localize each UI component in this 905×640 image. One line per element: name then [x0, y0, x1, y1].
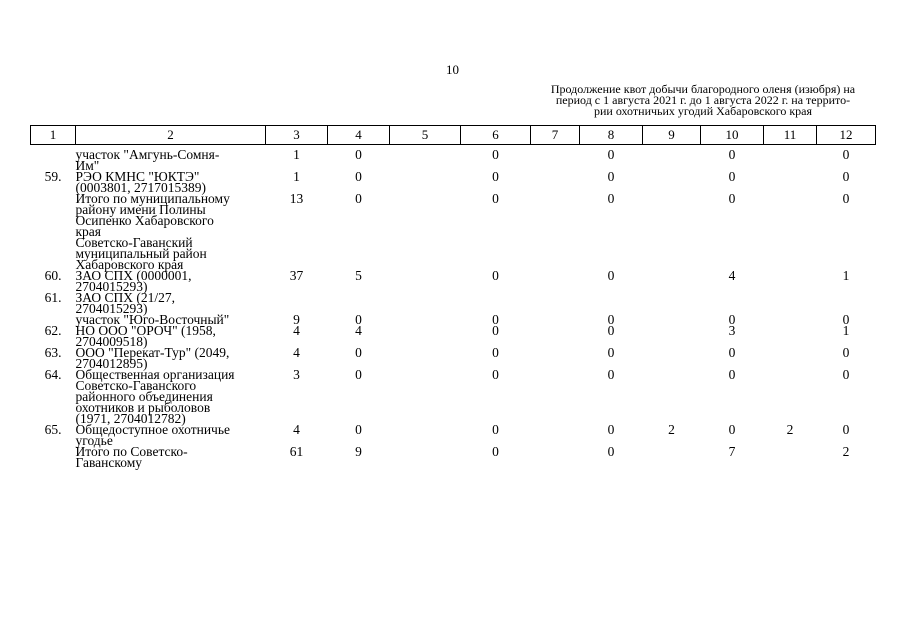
- cell-col-12: 0: [842, 191, 850, 206]
- header-cell: 9: [643, 126, 701, 145]
- cell-col-9: [643, 270, 701, 292]
- row-number: 61.: [44, 290, 62, 305]
- cell-col-5: [390, 193, 461, 237]
- table-row: [31, 149, 876, 171]
- cell-col-11: [764, 325, 817, 347]
- cell-col-12: 0: [842, 312, 850, 327]
- header-cell: 4: [328, 126, 390, 145]
- cell-col-4: [328, 292, 390, 314]
- table-caption: [536, 84, 870, 117]
- cell-col-7: [531, 325, 580, 347]
- cell-col-3: 13: [289, 191, 304, 206]
- cell-col-3: [266, 292, 328, 314]
- cell-col-7: [531, 171, 580, 193]
- cell-col-10: 0: [728, 345, 736, 360]
- cell-col-3: 3: [293, 367, 300, 382]
- cell-col-3: 37: [289, 268, 304, 283]
- cell-col-3: 1: [293, 169, 300, 184]
- cell-col-10: 0: [728, 367, 736, 382]
- table-row: [31, 347, 876, 369]
- cell-col-6: [461, 292, 531, 314]
- cell-col-6: 0: [492, 312, 499, 327]
- cell-col-9: [643, 314, 701, 325]
- cell-col-5: [390, 292, 461, 314]
- cell-col-5: [390, 369, 461, 424]
- cell-col-10: 4: [728, 268, 736, 283]
- cell-col-6: 0: [492, 367, 499, 382]
- cell-col-11: [764, 149, 817, 171]
- cell-col-8: 0: [607, 191, 615, 206]
- table-row: [31, 193, 876, 237]
- cell-col-8: 0: [607, 169, 615, 184]
- cell-col-5: [390, 314, 461, 325]
- cell-col-11: [764, 237, 817, 270]
- header-cell: 11: [764, 126, 817, 145]
- row-number: 59.: [44, 169, 62, 184]
- cell-col-10: 7: [728, 444, 736, 459]
- cell-col-8: 0: [607, 367, 615, 382]
- cell-col-10: 0: [728, 422, 736, 437]
- cell-col-11: [764, 270, 817, 292]
- page-number: 10: [446, 62, 459, 77]
- cell-col-12: 0: [842, 147, 850, 162]
- cell-col-11: 2: [786, 422, 794, 437]
- row-name: ЗАО СПХ (0000001, 2704015293): [75, 268, 192, 294]
- cell-col-4: 0: [355, 312, 362, 327]
- cell-col-8: [580, 237, 643, 270]
- cell-col-8: 0: [607, 422, 615, 437]
- cell-col-7: [531, 292, 580, 314]
- row-number: [31, 193, 76, 237]
- cell-col-3: 4: [293, 422, 300, 437]
- cell-col-7: [531, 270, 580, 292]
- cell-col-10: 0: [728, 147, 736, 162]
- row-number: 62.: [44, 323, 62, 338]
- caption-line-3: рии охотничьих угодий Хабаровского края: [593, 104, 813, 118]
- cell-col-9: [643, 347, 701, 369]
- row-number: 65.: [44, 422, 62, 437]
- table-row: [31, 424, 876, 446]
- row-number: 64.: [44, 367, 62, 382]
- cell-col-12: 0: [842, 367, 850, 382]
- header-cell: 12: [817, 126, 876, 145]
- row-name: Общественная организация Советско-Гаванского районного объединения охотников и рыболовов (1971, 2704012782): [75, 367, 235, 426]
- cell-col-9: [643, 193, 701, 237]
- row-name: Общедоступное охотничье угодье: [75, 422, 230, 448]
- header-cell: 7: [531, 126, 580, 145]
- cell-col-7: [531, 446, 580, 468]
- cell-col-5: [390, 270, 461, 292]
- header-cell: 10: [701, 126, 764, 145]
- cell-col-7: [531, 347, 580, 369]
- quota-table: [30, 125, 876, 468]
- row-name: участок "Юго-Восточный": [75, 312, 230, 327]
- cell-col-3: 9: [293, 312, 300, 327]
- cell-col-6: 0: [492, 268, 499, 283]
- cell-col-3: 61: [289, 444, 304, 459]
- cell-col-9: [643, 149, 701, 171]
- cell-col-12: [817, 292, 876, 314]
- header-cell: 3: [266, 126, 328, 145]
- cell-col-4: 5: [355, 268, 362, 283]
- row-name: НО ООО "ОРОЧ" (1958, 2704009518): [75, 323, 216, 349]
- caption-line-1: Продолжение квот добычи благородного оленя (изюбря) на: [550, 82, 856, 96]
- row-number: [31, 237, 76, 270]
- cell-col-9: [643, 446, 701, 468]
- cell-col-4: [328, 237, 390, 270]
- cell-col-12: 0: [842, 422, 850, 437]
- row-number: 63.: [44, 345, 62, 360]
- header-cell: 8: [580, 126, 643, 145]
- cell-col-6: 0: [492, 323, 499, 338]
- cell-col-4: 0: [355, 191, 362, 206]
- row-name: РЭО КМНС "ЮКТЭ" (0003801, 2717015389): [75, 169, 206, 195]
- cell-col-5: [390, 446, 461, 468]
- cell-col-6: 0: [492, 422, 499, 437]
- cell-col-4: 0: [355, 169, 362, 184]
- cell-col-5: [390, 149, 461, 171]
- cell-col-12: [817, 237, 876, 270]
- cell-col-7: [531, 149, 580, 171]
- header-cell: 2: [76, 126, 266, 145]
- cell-col-9: [643, 369, 701, 424]
- table-row: [31, 292, 876, 314]
- row-name: участок "Амгунь-Сомня- Им": [75, 147, 220, 173]
- cell-col-3: 4: [293, 345, 300, 360]
- cell-col-3: 4: [293, 323, 300, 338]
- cell-col-11: [764, 347, 817, 369]
- cell-col-6: [461, 237, 531, 270]
- cell-col-8: 0: [607, 312, 615, 327]
- row-number: [31, 446, 76, 468]
- cell-col-12: 0: [842, 345, 850, 360]
- cell-col-8: 0: [607, 323, 615, 338]
- cell-col-4: 4: [355, 323, 362, 338]
- cell-col-9: 2: [668, 422, 675, 437]
- row-name: Итого по муниципальному району имени Полины Осипенко Хабаровского края: [75, 191, 230, 239]
- table-row: [31, 171, 876, 193]
- cell-col-11: [764, 446, 817, 468]
- cell-col-11: [764, 193, 817, 237]
- cell-col-10: 3: [728, 323, 736, 338]
- row-name: ООО "Перекат-Тур" (2049, 2704012895): [75, 345, 230, 371]
- cell-col-6: 0: [492, 444, 499, 459]
- cell-col-11: [764, 171, 817, 193]
- cell-col-9: [643, 237, 701, 270]
- cell-col-6: 0: [492, 345, 499, 360]
- cell-col-10: 0: [728, 312, 736, 327]
- cell-col-10: [701, 237, 764, 270]
- cell-col-5: [390, 424, 461, 446]
- cell-col-5: [390, 325, 461, 347]
- cell-col-4: 0: [355, 345, 362, 360]
- row-number: [31, 149, 76, 171]
- cell-col-11: [764, 292, 817, 314]
- cell-col-12: 1: [842, 323, 850, 338]
- cell-col-8: 0: [607, 147, 615, 162]
- cell-col-3: [266, 237, 328, 270]
- row-name: ЗАО СПХ (21/27, 2704015293): [75, 290, 175, 316]
- table-row: [31, 446, 876, 468]
- cell-col-3: 1: [293, 147, 300, 162]
- cell-col-12: 1: [842, 268, 850, 283]
- header-cell: 6: [461, 126, 531, 145]
- cell-col-8: 0: [607, 345, 615, 360]
- table-row: [31, 325, 876, 347]
- cell-col-12: 2: [842, 444, 850, 459]
- cell-col-6: 0: [492, 169, 499, 184]
- cell-col-4: 0: [355, 367, 362, 382]
- cell-col-7: [531, 193, 580, 237]
- cell-col-10: 0: [728, 169, 736, 184]
- cell-col-5: [390, 171, 461, 193]
- cell-col-4: 9: [355, 444, 362, 459]
- caption-line-2: период с 1 августа 2021 г. до 1 августа 2022 г. на террито-: [555, 93, 851, 107]
- row-name: Итого по Советско- Гаванскому: [75, 444, 188, 470]
- cell-col-7: [531, 424, 580, 446]
- cell-col-7: [531, 237, 580, 270]
- row-number: 60.: [44, 268, 62, 283]
- header-row: [31, 126, 876, 145]
- table-row: [31, 237, 876, 270]
- table-row: [31, 270, 876, 292]
- cell-col-4: 0: [355, 147, 362, 162]
- cell-col-4: 0: [355, 422, 362, 437]
- table-row: [31, 369, 876, 424]
- cell-col-6: 0: [492, 147, 499, 162]
- row-name: Советско-Гаванский муниципальный район Хабаровского края: [75, 235, 207, 272]
- cell-col-6: 0: [492, 191, 499, 206]
- cell-col-8: 0: [607, 268, 615, 283]
- header-cell: 5: [390, 126, 461, 145]
- cell-col-5: [390, 237, 461, 270]
- table-body: [31, 145, 876, 469]
- cell-col-10: [701, 292, 764, 314]
- cell-col-8: 0: [607, 444, 615, 459]
- cell-col-7: [531, 369, 580, 424]
- cell-col-12: 0: [842, 169, 850, 184]
- cell-col-9: [643, 171, 701, 193]
- cell-col-9: [643, 292, 701, 314]
- cell-col-7: [531, 314, 580, 325]
- header-cell: 1: [31, 126, 76, 145]
- cell-col-10: 0: [728, 191, 736, 206]
- cell-col-5: [390, 347, 461, 369]
- cell-col-8: [580, 292, 643, 314]
- cell-col-9: [643, 325, 701, 347]
- cell-col-11: [764, 314, 817, 325]
- cell-col-11: [764, 369, 817, 424]
